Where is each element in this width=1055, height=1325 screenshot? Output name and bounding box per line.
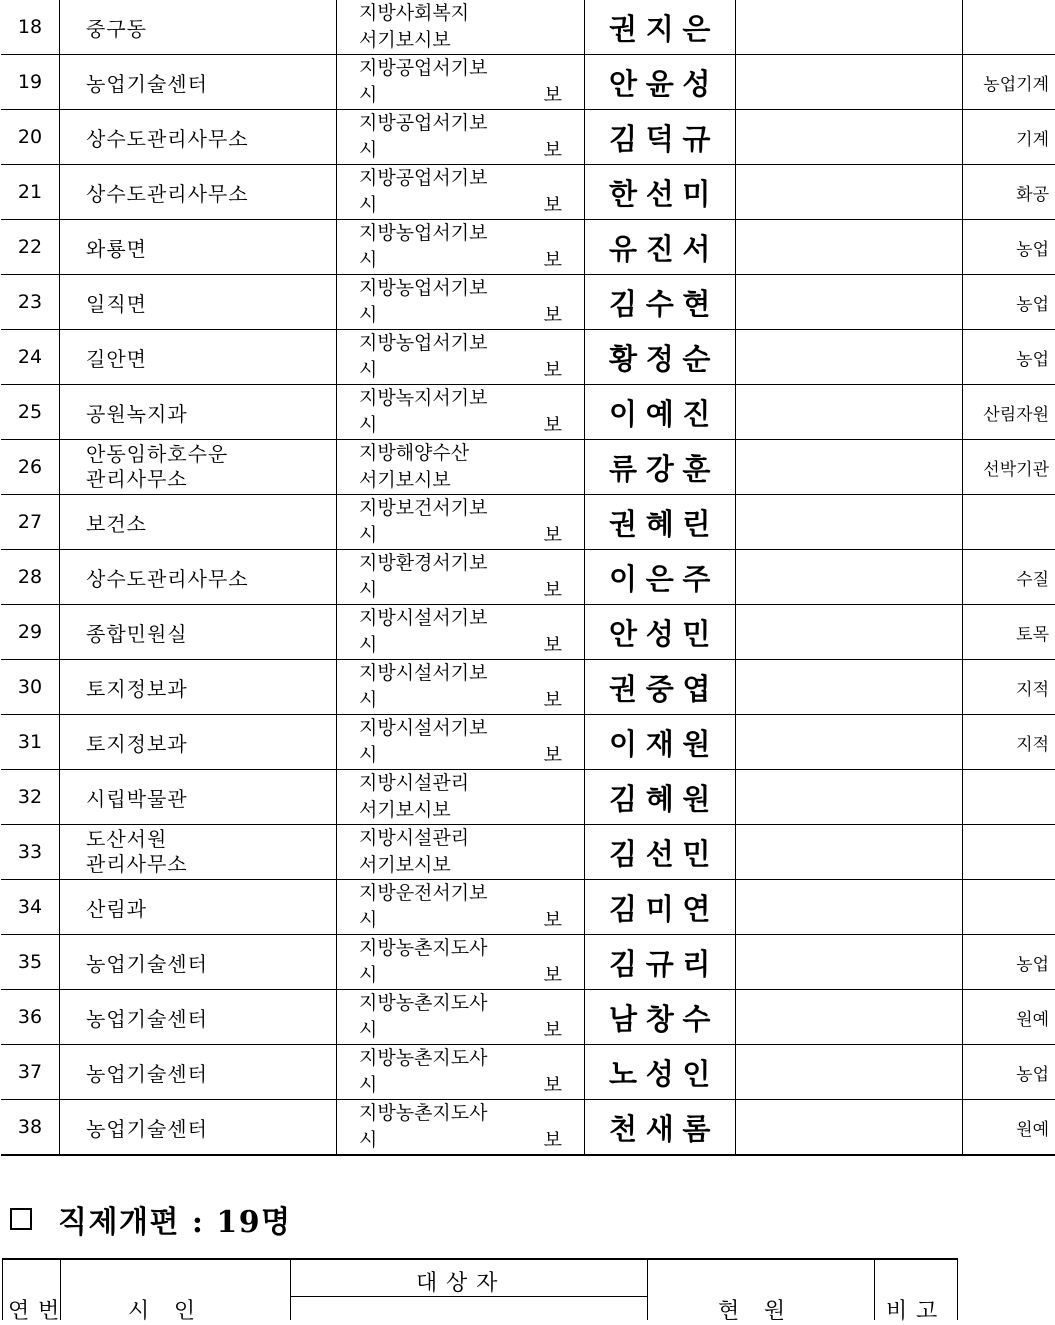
row-number: 25 xyxy=(1,385,60,440)
department-name: 공원녹지과 xyxy=(86,398,314,427)
grade-char: 보 xyxy=(544,742,562,769)
row-number: 26 xyxy=(1,440,60,495)
grade-line xyxy=(359,742,562,769)
row-number: 21 xyxy=(1,165,60,220)
row-number: 20 xyxy=(1,110,60,165)
person-name-cell xyxy=(585,715,736,770)
remark-cell xyxy=(963,825,1055,880)
department-cell xyxy=(60,935,337,990)
row-number: 30 xyxy=(1,660,60,715)
department-cell xyxy=(60,385,337,440)
remark-cell xyxy=(963,770,1055,825)
checkbox-square-icon xyxy=(10,1208,32,1230)
grade-line: 서기보시보 xyxy=(359,797,562,824)
department-cell xyxy=(60,440,337,495)
row-number: 18 xyxy=(1,0,60,55)
row-number: 33 xyxy=(1,825,60,880)
grade-char: 시 xyxy=(359,412,377,439)
row-number: 22 xyxy=(1,220,60,275)
grade-line: 지방농촌지도사 xyxy=(359,1100,562,1127)
grade-char: 시 xyxy=(359,907,377,934)
department-cell xyxy=(60,880,337,935)
grade-line: 서기보시보 xyxy=(359,27,562,54)
grade-line: 지방농촌지도사 xyxy=(359,1045,562,1072)
table-row xyxy=(1,385,1055,440)
department-cell xyxy=(60,770,337,825)
grade-cell xyxy=(337,1045,585,1100)
remark-cell: 산림자원 xyxy=(963,385,1055,440)
person-name-cell xyxy=(585,990,736,1045)
empty-cell xyxy=(736,880,963,935)
grade-line xyxy=(359,907,562,934)
grade-line: 지방시설관리 xyxy=(359,825,562,852)
remark-cell: 농업 xyxy=(963,1045,1055,1100)
grade-char: 시 xyxy=(359,522,377,549)
grade-cell xyxy=(337,220,585,275)
remark-cell: 농업 xyxy=(963,330,1055,385)
person-name-cell xyxy=(585,935,736,990)
grade-char: 보 xyxy=(544,962,562,989)
department-cell xyxy=(60,990,337,1045)
grade-line xyxy=(359,357,562,384)
department-cell xyxy=(60,605,337,660)
grade-char: 시 xyxy=(359,82,377,109)
grade-line: 지방시설서기보 xyxy=(359,660,562,687)
grade-cell xyxy=(337,440,585,495)
table-row xyxy=(1,990,1055,1045)
person-name: 노성인 xyxy=(585,1052,735,1093)
grade-line: 지방운전서기보 xyxy=(359,880,562,907)
grade-line: 지방농업서기보 xyxy=(359,330,562,357)
grade-cell xyxy=(337,165,585,220)
grade-line: 지방시설관리 xyxy=(359,770,562,797)
person-name: 김혜원 xyxy=(585,777,735,818)
person-name-cell xyxy=(585,825,736,880)
department-cell xyxy=(60,495,337,550)
grade-cell xyxy=(337,55,585,110)
empty-cell xyxy=(736,715,963,770)
empty-cell xyxy=(736,605,963,660)
remark-cell: 농업 xyxy=(963,935,1055,990)
grade-cell xyxy=(337,1100,585,1156)
grade-line xyxy=(359,1072,562,1099)
grade-char: 보 xyxy=(544,687,562,714)
grade-line xyxy=(359,1017,562,1044)
grade-cell xyxy=(337,275,585,330)
table-row xyxy=(1,1100,1055,1156)
table-row xyxy=(1,825,1055,880)
grade-cell xyxy=(337,330,585,385)
table-row xyxy=(1,440,1055,495)
department-cell xyxy=(60,715,337,770)
department-name: 시립박물관 xyxy=(86,783,314,812)
person-name-cell xyxy=(585,110,736,165)
grade-line xyxy=(359,522,562,549)
table-row xyxy=(1,330,1055,385)
remark-cell: 지적 xyxy=(963,660,1055,715)
next-table-header xyxy=(2,1258,958,1320)
grade-line xyxy=(359,247,562,274)
grade-char: 보 xyxy=(544,907,562,934)
person-name-cell xyxy=(585,330,736,385)
remark-cell: 화공 xyxy=(963,165,1055,220)
grade-line: 지방농업서기보 xyxy=(359,220,562,247)
grade-line: 지방농촌지도사 xyxy=(359,990,562,1017)
appointment-roster-table xyxy=(1,0,1055,1156)
grade-cell xyxy=(337,990,585,1045)
grade-cell xyxy=(337,0,585,55)
empty-cell xyxy=(736,385,963,440)
header-current: 현 원 xyxy=(718,1294,794,1325)
department-name: 와룡면 xyxy=(86,233,314,262)
grade-line xyxy=(359,82,562,109)
department-name: 토지정보과 xyxy=(86,728,314,757)
row-number: 36 xyxy=(1,990,60,1045)
table-row xyxy=(1,770,1055,825)
empty-cell xyxy=(736,165,963,220)
grade-cell xyxy=(337,605,585,660)
department-name: 상수도관리사무소 xyxy=(86,563,314,592)
person-name: 남창수 xyxy=(585,997,735,1038)
remark-cell xyxy=(963,880,1055,935)
grade-line: 지방시설서기보 xyxy=(359,605,562,632)
remark-cell: 기계 xyxy=(963,110,1055,165)
grade-char: 시 xyxy=(359,1072,377,1099)
person-name: 김규리 xyxy=(585,942,735,983)
table-row xyxy=(1,715,1055,770)
grade-line: 지방공업서기보 xyxy=(359,165,562,192)
person-name: 김수현 xyxy=(585,282,735,323)
department-name: 보건소 xyxy=(86,508,314,537)
grade-cell xyxy=(337,715,585,770)
person-name: 이재원 xyxy=(585,722,735,763)
department-name: 농업기술센터 xyxy=(86,1058,314,1087)
remark-cell: 원예 xyxy=(963,990,1055,1045)
grade-line: 지방녹지서기보 xyxy=(359,385,562,412)
grade-char: 보 xyxy=(544,192,562,219)
person-name-cell xyxy=(585,0,736,55)
person-name-cell xyxy=(585,495,736,550)
table-row xyxy=(1,935,1055,990)
person-name: 이예진 xyxy=(585,392,735,433)
person-name: 이은주 xyxy=(585,557,735,598)
row-number: 35 xyxy=(1,935,60,990)
grade-line xyxy=(359,577,562,604)
person-name-cell xyxy=(585,1045,736,1100)
empty-cell xyxy=(736,660,963,715)
department-name: 상수도관리사무소 xyxy=(86,123,314,152)
person-name-cell xyxy=(585,1100,736,1156)
grade-cell xyxy=(337,550,585,605)
grade-cell xyxy=(337,660,585,715)
department-name: 농업기술센터 xyxy=(86,1003,314,1032)
grade-line xyxy=(359,192,562,219)
department-cell xyxy=(60,1045,337,1100)
grade-line xyxy=(359,632,562,659)
person-name: 황정순 xyxy=(585,337,735,378)
remark-cell: 원예 xyxy=(963,1100,1055,1156)
department-name: 중구동 xyxy=(86,13,314,42)
empty-cell xyxy=(736,1100,963,1156)
department-name: 종합민원실 xyxy=(86,618,314,647)
person-name-cell xyxy=(585,275,736,330)
grade-char: 보 xyxy=(544,247,562,274)
grade-line: 지방공업서기보 xyxy=(359,110,562,137)
person-name: 권중엽 xyxy=(585,667,735,708)
grade-line: 지방농업서기보 xyxy=(359,275,562,302)
roster-body xyxy=(1,0,1055,1155)
section-title: 직제개편 : 19명 xyxy=(58,1197,292,1241)
empty-cell xyxy=(736,825,963,880)
department-name-line: 관리사무소 xyxy=(86,852,314,877)
table-row xyxy=(1,0,1055,55)
section-heading xyxy=(10,1197,292,1241)
grade-char: 시 xyxy=(359,742,377,769)
person-name: 천새롬 xyxy=(585,1107,735,1148)
person-name: 김선민 xyxy=(585,832,735,873)
empty-cell xyxy=(736,935,963,990)
grade-char: 시 xyxy=(359,577,377,604)
grade-char: 시 xyxy=(359,137,377,164)
grade-cell xyxy=(337,825,585,880)
person-name-cell xyxy=(585,660,736,715)
row-number: 27 xyxy=(1,495,60,550)
department-cell xyxy=(60,550,337,605)
header-remarks: 비고 xyxy=(886,1294,946,1325)
row-number: 38 xyxy=(1,1100,60,1156)
empty-cell xyxy=(736,0,963,55)
remark-cell: 수질 xyxy=(963,550,1055,605)
department-cell xyxy=(60,0,337,55)
grade-char: 보 xyxy=(544,412,562,439)
row-number: 37 xyxy=(1,1045,60,1100)
remark-cell: 선박기관 xyxy=(963,440,1055,495)
table-row xyxy=(1,55,1055,110)
grade-line xyxy=(359,1127,562,1154)
table-row xyxy=(1,880,1055,935)
person-name-cell xyxy=(585,550,736,605)
table-row xyxy=(1,660,1055,715)
department-cell xyxy=(60,55,337,110)
empty-cell xyxy=(736,55,963,110)
department-name: 산림과 xyxy=(86,893,314,922)
grade-line: 지방사회복지 xyxy=(359,0,562,27)
grade-char: 보 xyxy=(544,1127,562,1154)
row-number: 24 xyxy=(1,330,60,385)
grade-char: 시 xyxy=(359,247,377,274)
person-name: 한선미 xyxy=(585,172,735,213)
header-unit: 시 인 xyxy=(128,1294,204,1325)
grade-cell xyxy=(337,880,585,935)
row-number: 32 xyxy=(1,770,60,825)
remark-cell xyxy=(963,495,1055,550)
person-name-cell xyxy=(585,55,736,110)
grade-line: 지방환경서기보 xyxy=(359,550,562,577)
header-target-group: 대상자 xyxy=(416,1266,506,1297)
person-name: 류강훈 xyxy=(585,447,735,488)
table-row xyxy=(1,605,1055,660)
empty-cell xyxy=(736,550,963,605)
empty-cell xyxy=(736,110,963,165)
row-number: 28 xyxy=(1,550,60,605)
grade-cell xyxy=(337,770,585,825)
table-row xyxy=(1,495,1055,550)
department-name: 농업기술센터 xyxy=(86,948,314,977)
person-name: 안윤성 xyxy=(585,62,735,103)
department-cell xyxy=(60,165,337,220)
department-name: 길안면 xyxy=(86,343,314,372)
person-name: 김덕규 xyxy=(585,117,735,158)
empty-cell xyxy=(736,330,963,385)
department-cell xyxy=(60,275,337,330)
row-number: 19 xyxy=(1,55,60,110)
department-name: 토지정보과 xyxy=(86,673,314,702)
grade-line xyxy=(359,302,562,329)
person-name-cell xyxy=(585,220,736,275)
grade-cell xyxy=(337,110,585,165)
department-name-line: 도산서원 xyxy=(86,827,314,852)
grade-char: 시 xyxy=(359,357,377,384)
person-name-cell xyxy=(585,440,736,495)
empty-cell xyxy=(736,275,963,330)
person-name-cell xyxy=(585,880,736,935)
grade-line: 지방해양수산 xyxy=(359,440,562,467)
grade-cell xyxy=(337,385,585,440)
table-row xyxy=(1,165,1055,220)
person-name: 권지은 xyxy=(585,7,735,48)
grade-char: 보 xyxy=(544,1017,562,1044)
grade-cell xyxy=(337,935,585,990)
empty-cell xyxy=(736,220,963,275)
grade-char: 시 xyxy=(359,687,377,714)
grade-line xyxy=(359,412,562,439)
remark-cell: 농업 xyxy=(963,220,1055,275)
grade-line: 지방시설서기보 xyxy=(359,715,562,742)
header-serial: 연번 xyxy=(8,1294,68,1325)
grade-char: 시 xyxy=(359,1127,377,1154)
person-name: 권혜린 xyxy=(585,502,735,543)
grade-char: 시 xyxy=(359,192,377,219)
department-name-line: 안동임하호수운 xyxy=(86,442,314,467)
person-name-cell xyxy=(585,770,736,825)
empty-cell xyxy=(736,990,963,1045)
table-row xyxy=(1,275,1055,330)
person-name: 안성민 xyxy=(585,612,735,653)
table-row xyxy=(1,220,1055,275)
row-number: 31 xyxy=(1,715,60,770)
grade-line: 서기보시보 xyxy=(359,852,562,879)
table-row xyxy=(1,110,1055,165)
department-cell xyxy=(60,825,337,880)
department-name: 농업기술센터 xyxy=(86,1113,314,1142)
department-name-line: 관리사무소 xyxy=(86,467,314,492)
grade-cell xyxy=(337,495,585,550)
grade-line: 지방공업서기보 xyxy=(359,55,562,82)
grade-char: 시 xyxy=(359,1017,377,1044)
department-name: 일직면 xyxy=(86,288,314,317)
person-name: 유진서 xyxy=(585,227,735,268)
person-name-cell xyxy=(585,605,736,660)
row-number: 23 xyxy=(1,275,60,330)
grade-char: 보 xyxy=(544,302,562,329)
person-name-cell xyxy=(585,165,736,220)
department-cell xyxy=(60,330,337,385)
table-row xyxy=(1,550,1055,605)
department-cell xyxy=(60,220,337,275)
row-number: 29 xyxy=(1,605,60,660)
grade-line: 지방농촌지도사 xyxy=(359,935,562,962)
remark-cell: 토목 xyxy=(963,605,1055,660)
grade-char: 시 xyxy=(359,302,377,329)
row-number: 34 xyxy=(1,880,60,935)
department-name: 상수도관리사무소 xyxy=(86,178,314,207)
empty-cell xyxy=(736,770,963,825)
grade-char: 보 xyxy=(544,1072,562,1099)
table-row xyxy=(1,1045,1055,1100)
department-name: 농업기술센터 xyxy=(86,68,314,97)
remark-cell: 지적 xyxy=(963,715,1055,770)
grade-line xyxy=(359,137,562,164)
grade-line: 지방보건서기보 xyxy=(359,495,562,522)
department-cell xyxy=(60,660,337,715)
grade-char: 보 xyxy=(544,82,562,109)
grade-line xyxy=(359,962,562,989)
grade-line xyxy=(359,687,562,714)
grade-char: 시 xyxy=(359,632,377,659)
person-name: 김미연 xyxy=(585,887,735,928)
grade-char: 보 xyxy=(544,522,562,549)
person-name-cell xyxy=(585,385,736,440)
empty-cell xyxy=(736,495,963,550)
grade-char: 보 xyxy=(544,137,562,164)
department-cell xyxy=(60,1100,337,1156)
grade-char: 보 xyxy=(544,357,562,384)
grade-char: 보 xyxy=(544,632,562,659)
grade-char: 시 xyxy=(359,962,377,989)
empty-cell xyxy=(736,1045,963,1100)
remark-cell: 농업 xyxy=(963,275,1055,330)
grade-line: 서기보시보 xyxy=(359,467,562,494)
remark-cell xyxy=(963,0,1055,55)
remark-cell: 농업기계 xyxy=(963,55,1055,110)
empty-cell xyxy=(736,440,963,495)
department-cell xyxy=(60,110,337,165)
grade-char: 보 xyxy=(544,577,562,604)
